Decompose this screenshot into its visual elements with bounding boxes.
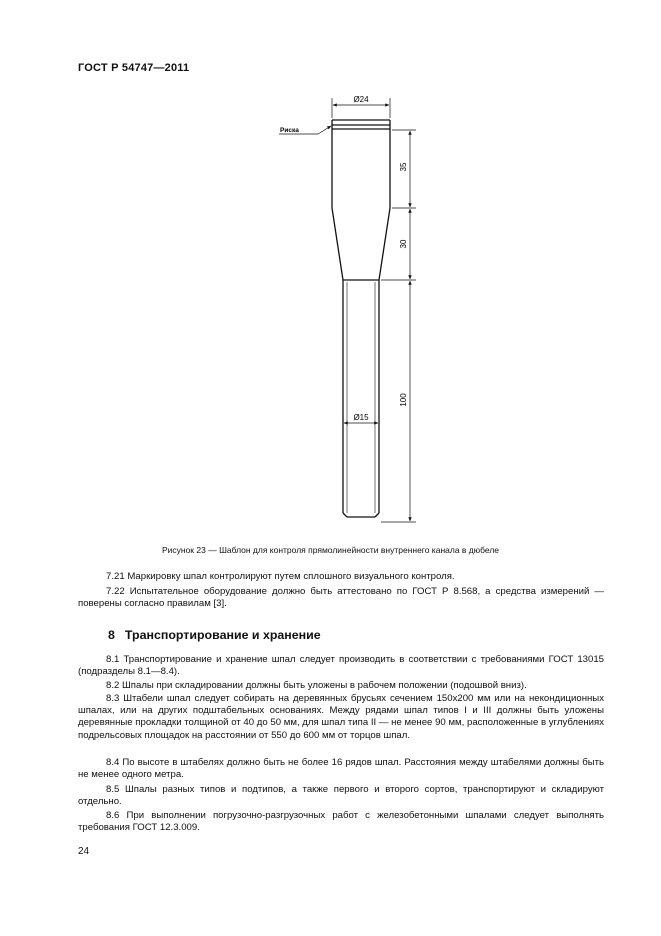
- paragraph-8-1: 8.1 Транспортирование и хранение шпал следует производить в соответствии с требованиями ГОСТ 13015 (подразделы 8.1—8.4).: [78, 654, 604, 678]
- figure-caption: Рисунок 23 — Шаблон для контроля прямолинейности внутреннего канала в дюбеле: [161, 545, 500, 555]
- paragraph-8-2: 8.2 Шпалы при складировании должны быть уложены в рабочем положении (подошвой вниз).: [106, 680, 527, 691]
- paragraph-8-3: 8.3 Штабели шпал следует собирать на деревянных брусьях сечением 150х200 мм или на некондиционных шпалах, или на других подштабельных основаниях. Между рядами шпал типов I и III должны быть уложены деревянные прокладки толщиной от 40 до 50 мм, для шпал типа II — не менее 90 мм, расположенные в углублениях подрельсовых площадок на расстоянии от 550 до 600 мм от торцов шпал.: [78, 693, 604, 741]
- template-outline: [332, 120, 390, 517]
- paragraph-8-6: 8.6 При выполнении погрузочно-разгрузочных работ с железобетонными шпалами следует выполнять требования ГОСТ 12.3.009.: [78, 810, 604, 834]
- top-diameter-label: Ø24: [353, 95, 369, 104]
- section-number: 8: [108, 628, 115, 642]
- document-header: ГОСТ Р 54747—2011: [78, 62, 190, 74]
- page-number: 24: [78, 846, 90, 857]
- section-title: Транспортирование и хранение: [124, 628, 321, 642]
- section-heading: [108, 628, 321, 642]
- groove-label: Риска: [280, 127, 299, 134]
- dim-mid-label: 30: [399, 239, 408, 249]
- paragraph-7-21: 7.21 Маркировку шпал контролируют путем сплошного визуального контроля.: [106, 571, 455, 582]
- bore-lines: [347, 282, 375, 513]
- paragraph-7-22: 7.22 Испытательное оборудование должно быть аттестовано по ГОСТ Р 8.568, а средства измерений — поверены согласно правилам [3].: [78, 586, 604, 610]
- dim-bottom-label: 100: [399, 393, 408, 407]
- paragraph-8-5: 8.5 Шпалы разных типов и подтипов, а также первого и второго сортов, транспортируют и складируют отдельно.: [78, 784, 604, 808]
- height-dimensions: [381, 130, 416, 522]
- paragraph-8-4: 8.4 По высоте в штабелях должно быть не более 16 рядов шпал. Расстояния между штабелями должны быть не менее одного метра.: [78, 757, 604, 781]
- bottom-diameter-label: Ø15: [353, 413, 369, 422]
- dim-top-label: 35: [399, 162, 408, 172]
